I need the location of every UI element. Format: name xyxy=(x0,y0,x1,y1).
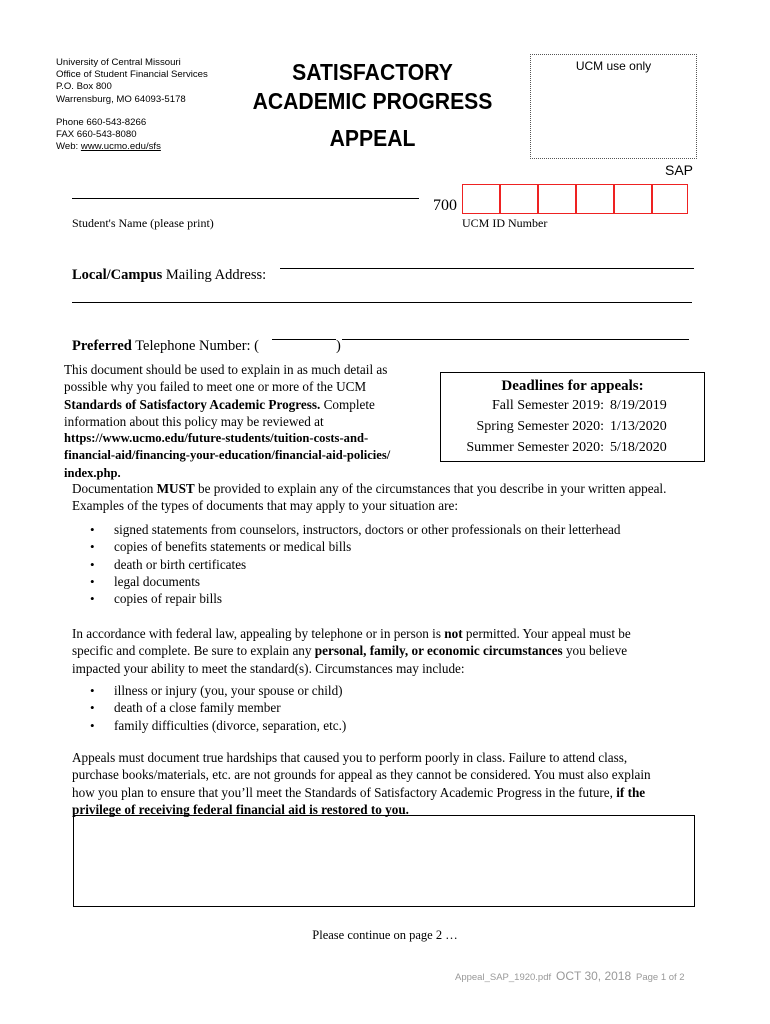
phone-line: Phone 660-543-8266 xyxy=(56,116,147,128)
form-subtitle: APPEAL xyxy=(329,125,416,151)
area-code-field[interactable] xyxy=(272,339,336,340)
hardship-paragraph: Appeals must document true hardships that caused you to perform poorly in class. Failure to attend class, purchase books/materials, etc. are not grounds for appeal as they cannot be considered. You must also explain how you plan to ensure that you’ll meet the Standards of Satisfactory Academic Progress in the future, if the privilege of receiving federal financial aid is restored to you. xyxy=(72,750,651,817)
continue-note: Please continue on page 2 … xyxy=(312,928,458,942)
id-digit-box[interactable] xyxy=(538,184,576,214)
list-item: • copies of repair bills xyxy=(76,590,716,607)
list-item: • illness or injury (you, your spouse or child) xyxy=(76,682,716,699)
student-name-label: Student's Name (please print) xyxy=(72,216,214,230)
list-item: • death of a close family member xyxy=(76,699,716,716)
ucm-use-only-label: UCM use only xyxy=(575,59,652,73)
office-address xyxy=(56,57,208,153)
paren-close: ) xyxy=(336,338,341,354)
documentation-paragraph: Documentation MUST be provided to explain any of the circumstances that you describe in your written appeal. Examples of the types of documents that may apply to your situation are: xyxy=(72,481,667,514)
telephone-label: Preferred Telephone Number: ( xyxy=(72,338,260,354)
web-link[interactable]: www.ucmo.edu/sfs xyxy=(80,141,161,153)
id-digit-box[interactable] xyxy=(614,184,652,214)
mailing-address-field-line2[interactable] xyxy=(72,302,692,303)
address-line: Warrensburg, MO 64093-5178 xyxy=(56,93,186,105)
footer-page: Page 1 of 2 xyxy=(636,972,685,983)
policy-url[interactable]: https://www.ucmo.edu/future-students/tuition-costs-and- financial-aid/financing-your-education/financial-aid-policies/ index.php. xyxy=(64,431,391,480)
telephone-field[interactable] xyxy=(342,339,689,340)
sap-label: SAP xyxy=(665,162,694,178)
appeal-explanation-box[interactable] xyxy=(73,815,695,907)
id-digit-box[interactable] xyxy=(576,184,614,214)
circumstances-list xyxy=(76,682,716,734)
deadlines-heading: Deadlines for appeals: xyxy=(501,378,644,394)
address-line: Office of Student Financial Services xyxy=(56,69,208,81)
ucm-use-only-box xyxy=(530,54,697,159)
federal-law-paragraph: In accordance with federal law, appealing by telephone or in person is not permitted. Your appeal must be specific and complete. Be sure to explain any personal, family, or economic circumstances you believe impacted your ability to meet the standard(s). Circumstances may include: xyxy=(72,626,631,676)
form-title: SATISFACTORY ACADEMIC PROGRESS xyxy=(252,59,493,114)
deadline-row: Spring Semester 2020: 1/13/2020 xyxy=(476,419,667,434)
deadline-row: Fall Semester 2019: 8/19/2019 xyxy=(492,398,667,413)
intro-paragraph: This document should be used to explain in as much detail as possible why you failed to meet one or more of the UCM Standards of Satisfactory Academic Progress. Complete information about this policy may be reviewed at https://www.ucmo.edu/future-students/tuition-costs-and- financial-aid/financing-your-education/financial-aid-policies/ index.php. xyxy=(64,361,439,482)
footer-date: OCT 30, 2018 xyxy=(556,969,632,983)
id-digit-box[interactable] xyxy=(652,184,688,214)
deadline-row: Summer Semester 2020: 5/18/2020 xyxy=(466,440,667,455)
list-item: • family difficulties (divorce, separation, etc.) xyxy=(76,717,716,734)
list-item: • copies of benefits statements or medical bills xyxy=(76,538,716,555)
list-item: • signed statements from counselors, instructors, doctors or other professionals on their letterhead xyxy=(76,521,716,538)
mailing-address-field[interactable] xyxy=(280,268,694,269)
documentation-list xyxy=(76,521,716,607)
mailing-address-label: Local/Campus Mailing Address: xyxy=(72,267,267,283)
list-item: • death or birth certificates xyxy=(76,556,716,573)
address-line: University of Central Missouri xyxy=(56,57,181,68)
fax-line: FAX 660-543-8080 xyxy=(56,129,137,141)
student-name-field[interactable] xyxy=(72,198,419,199)
footer-filename: Appeal_SAP_1920.pdf xyxy=(455,972,552,983)
id-digit-box[interactable] xyxy=(500,184,538,214)
list-item: • legal documents xyxy=(76,573,716,590)
id-label: UCM ID Number xyxy=(462,216,548,230)
id-digit-box[interactable] xyxy=(462,184,500,214)
web-line: Web: www.ucmo.edu/sfs xyxy=(56,141,161,153)
deadlines-box xyxy=(440,372,705,462)
id-prefix: 700 xyxy=(433,197,457,214)
address-line: P.O. Box 800 xyxy=(56,81,112,93)
